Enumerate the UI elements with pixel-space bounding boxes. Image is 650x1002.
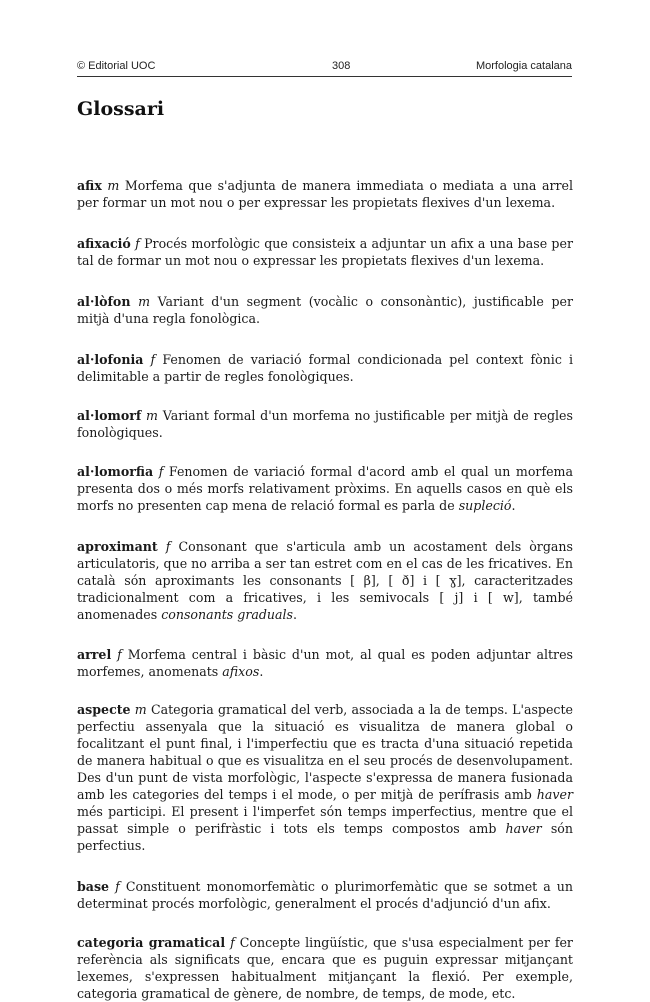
- entry-term: al·lofonia: [77, 352, 144, 367]
- glossary-entry: [77, 407, 573, 441]
- italic-term: haver: [536, 787, 573, 802]
- entry-definition: Fenomen de variació formal d'acord amb el qual un morfema presenta dos o més morfs relativament pròxims. En aquells casos en què els morfs no presenten cap mena de relació formal es parla de supleció.: [77, 464, 574, 513]
- entry-term: afixació: [77, 236, 131, 251]
- italic-term: haver: [505, 821, 542, 836]
- page-number: 308: [332, 60, 351, 72]
- publisher-label: © Editorial UOC: [77, 60, 156, 72]
- entry-gender: m: [146, 408, 158, 423]
- book-title: Morfologia catalana: [475, 60, 572, 72]
- entry-definition: Concepte lingüístic, que s'usa especialment per fer referència als significats que, encara que es puguin expressar mitjançant lexemes, s'expressen habitualment mitjançant la flexió. Per exemple, categoria gramatical de gènere, de nombre, de temps, de mode, etc.: [77, 935, 573, 1001]
- entry-term: arrel: [77, 647, 112, 662]
- glossary-entry: [77, 934, 573, 1002]
- page-title: Glossari: [77, 98, 165, 120]
- entry-gender: m: [107, 178, 120, 193]
- entry-gender: f: [158, 464, 164, 479]
- entry-gender: f: [117, 647, 122, 662]
- entry-term: categoria gramatical: [77, 935, 226, 950]
- glossary-entry: [77, 646, 573, 680]
- entry-term: base: [77, 879, 110, 894]
- entry-term: al·lòfon: [77, 294, 131, 309]
- italic-term: consonants graduals: [161, 607, 294, 622]
- glossary-entry: [77, 177, 573, 211]
- entry-definition: Morfema central i bàsic d'un mot, al qual es poden adjuntar altres morfemes, anomenats afixos.: [77, 647, 573, 679]
- entry-gender: f: [115, 879, 120, 894]
- entry-gender: f: [150, 352, 156, 367]
- entry-definition: Categoria gramatical del verb, associada a la de temps. L'aspecte perfectiu assenyala que la situació es visualitza de manera global o focalitzant el punt final, i l'imperfectiu que es tracta d'una situació repetida de manera habitual o que es visualitza en el seu procés de desenvolupament. Des d'un punt de vista morfològic, l'aspecte s'expressa de manera fusionada amb les categories del temps i el mode, o per mitjà de perífrasis amb haver més participi. El present i l'imperfet són temps imperfectius, mentre que el passat simple o perifràstic i tots els temps compostos amb haver són perfectius.: [77, 702, 573, 853]
- entry-definition: Variant d'un segment (vocàlic o consonàntic), justificable per mitjà d'una regla fonològica.: [77, 294, 573, 326]
- entry-term: al·lomorfia: [77, 464, 154, 479]
- entry-term: aspecte: [77, 702, 131, 717]
- glossary-entry: [77, 463, 573, 514]
- glossary-entry: [77, 538, 573, 623]
- entry-gender: f: [230, 935, 235, 950]
- header-rule: [77, 76, 572, 77]
- italic-term: supleció: [458, 498, 512, 513]
- glossary-entry: [77, 701, 573, 854]
- entry-gender: f: [165, 539, 171, 554]
- glossary-entry: [77, 293, 573, 327]
- entry-term: al·lomorf: [77, 408, 142, 423]
- entry-term: afix: [77, 178, 102, 193]
- glossary-entry: [77, 878, 573, 912]
- entry-definition: Morfema que s'adjunta de manera immediata o mediata a una arrel per formar un mot nou o per expressar les propietats flexives d'un lexema.: [77, 178, 573, 210]
- page-header: [77, 60, 572, 76]
- entry-gender: f: [135, 236, 140, 251]
- entry-definition: Procés morfològic que consisteix a adjuntar un afix a una base per tal de formar un mot nou o expressar les propietats flexives d'un lexema.: [77, 236, 573, 268]
- entry-term: aproximant: [77, 539, 158, 554]
- entry-definition: Consonant que s'articula amb un acostament dels òrgans articulatoris, que no arriba a ser tan estret com en el cas de les fricatives. En català són aproximants les consonants [ β], [ ð] i [ ɣ], caracteritzades tradicionalment com a fricatives, i les semivocals [ j] i [ w], també anomenades consonants graduals.: [77, 539, 573, 622]
- glossary-entry: [77, 235, 573, 269]
- entry-gender: m: [134, 702, 147, 717]
- entry-definition: Fenomen de variació formal condicionada pel context fònic i delimitable a partir de regles fonològiques.: [77, 352, 573, 384]
- entry-definition: Constituent monomorfemàtic o plurimorfemàtic que se sotmet a un determinat procés morfològic, generalment el procés d'adjunció d'un afix.: [77, 879, 573, 911]
- italic-term: afixos: [222, 664, 260, 679]
- glossary-list: [77, 177, 573, 1002]
- entry-definition: Variant formal d'un morfema no justificable per mitjà de regles fonològiques.: [77, 408, 573, 440]
- entry-gender: m: [138, 294, 151, 309]
- glossary-entry: [77, 351, 573, 385]
